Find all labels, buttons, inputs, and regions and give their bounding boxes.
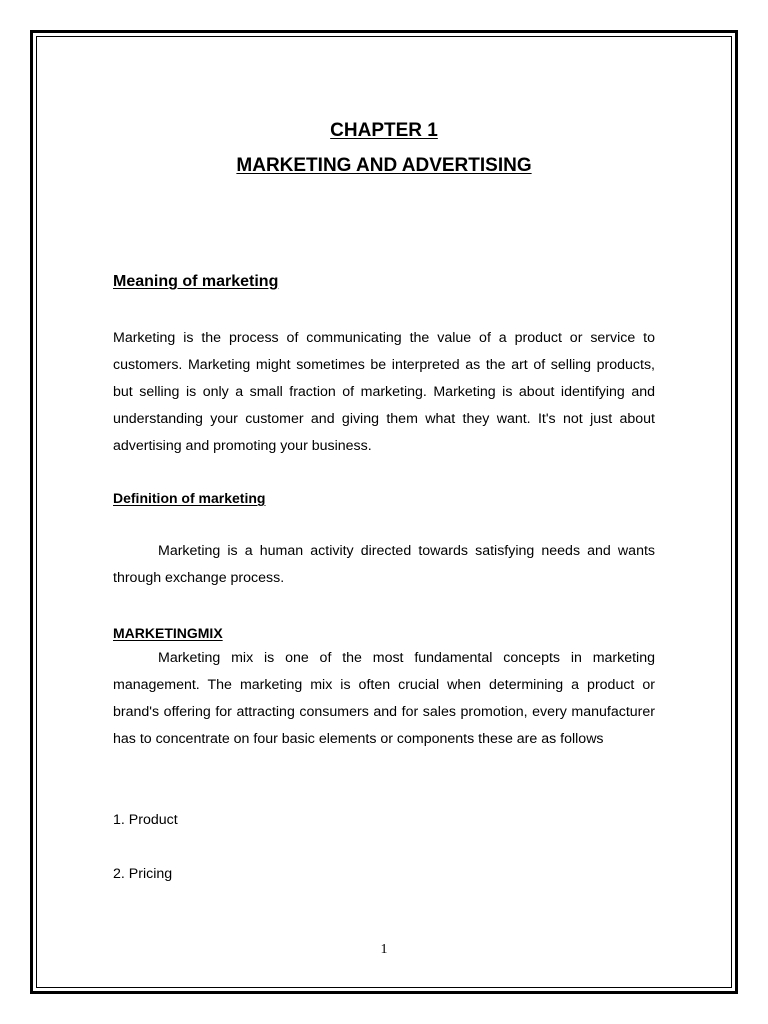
marketing-mix-heading: MARKETINGMIX — [113, 625, 223, 641]
page-number: 1 — [380, 942, 388, 957]
meaning-heading: Meaning of marketing — [113, 273, 279, 290]
list-item-product: 1. Product — [113, 812, 178, 828]
list-item-pricing: 2. Pricing — [113, 866, 173, 882]
chapter-title: MARKETING AND ADVERTISING — [236, 155, 532, 176]
page-border-inner — [36, 36, 732, 988]
definition-heading: Definition of marketing — [113, 490, 266, 506]
meaning-paragraph: Marketing is the process of communicating the value of a product or service to customers. Marketing might sometimes be interpreted as the art of selling products, but selling is only a small fraction of marketing. Marketing is about identifying and understanding your customer and giving them what they want. It's not just about advertising and promoting your business. — [113, 330, 655, 454]
marketing-mix-paragraph: Marketing mix is one of the most fundamental concepts in marketing management. The marketing mix is often crucial when determining a product or brand's offering for attracting consumers and for sales promotion, every manufacturer has to concentrate on four basic elements or components these are as follows — [113, 650, 655, 747]
chapter-number: CHAPTER 1 — [330, 120, 438, 141]
definition-paragraph: Marketing is a human activity directed towards satisfying needs and wants through exchange process. — [113, 543, 655, 586]
